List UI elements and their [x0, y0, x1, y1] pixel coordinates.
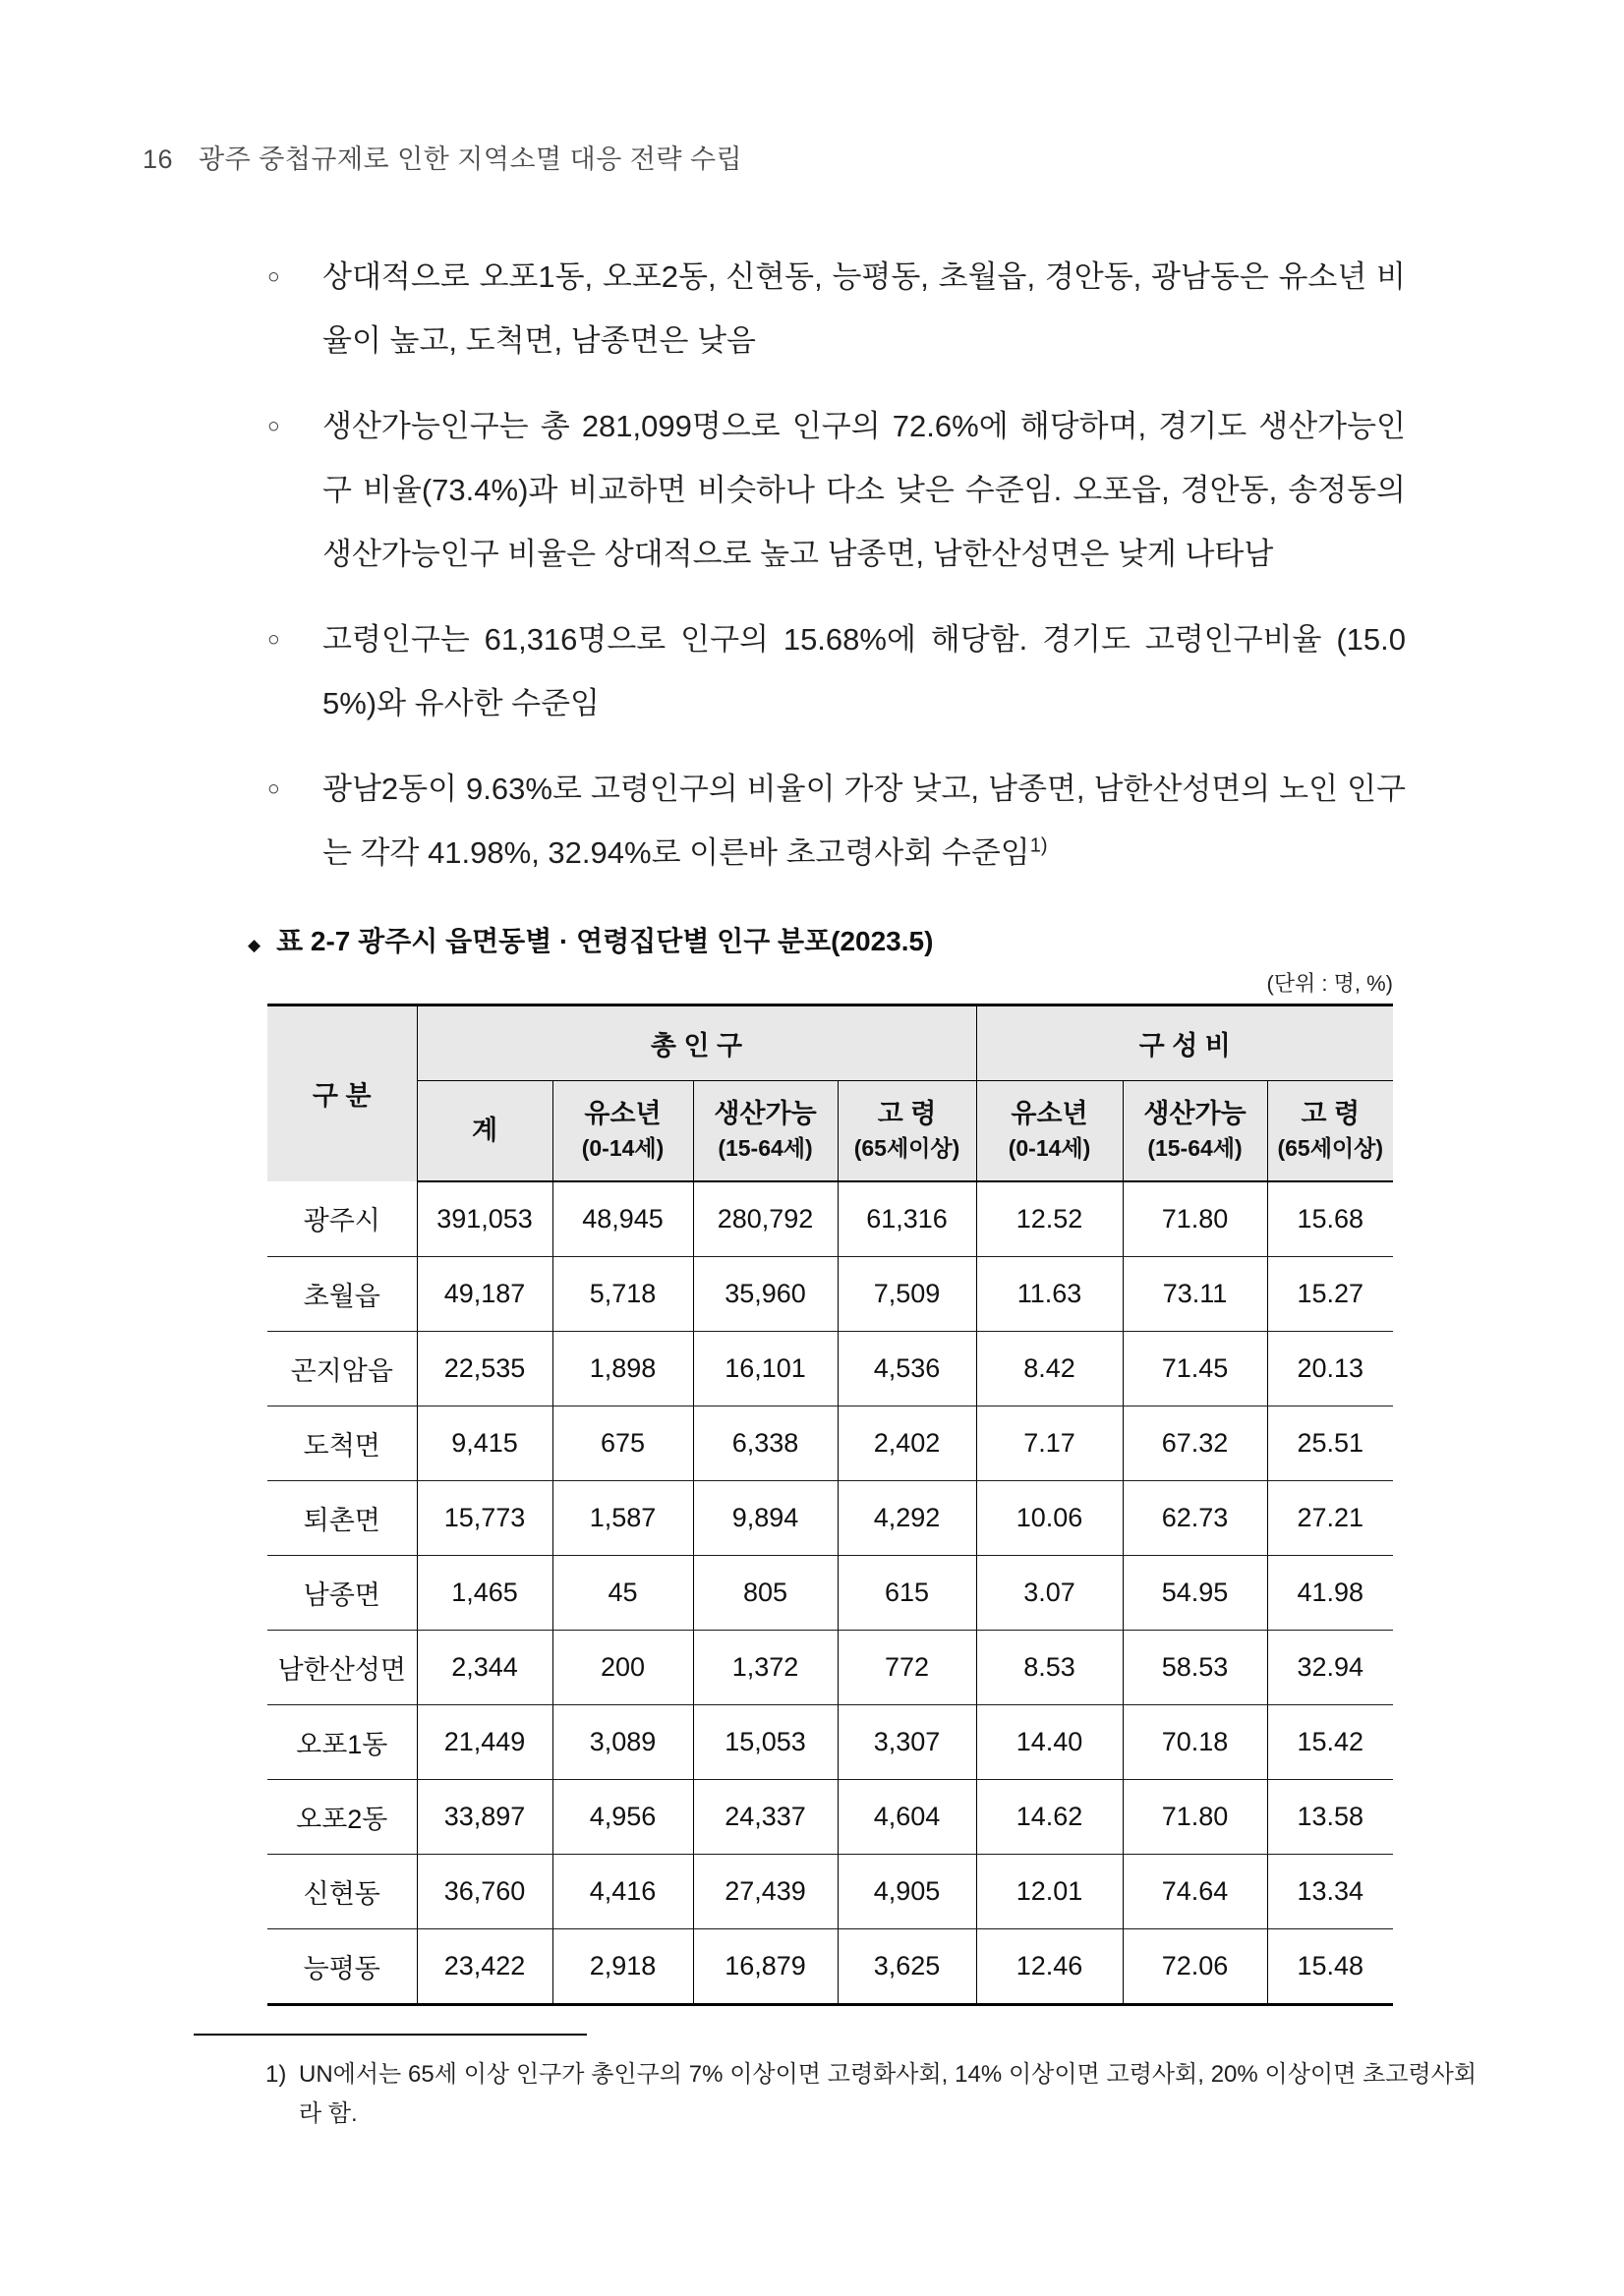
value-cell: 9,894 — [693, 1480, 838, 1555]
value-cell: 1,465 — [417, 1555, 552, 1630]
value-cell: 2,344 — [417, 1630, 552, 1704]
value-cell: 3,307 — [838, 1704, 976, 1779]
bullet-text: 생산가능인구는 총 281,099명으로 인구의 72.6%에 해당하며, 경기도 생산가능인구 비율(73.4%)과 비교하면 비슷하나 다소 낮은 수준임. 오포읍, 경안동, 송정동의 생산가능인구 비율은 상대적으로 높고 남종면, 남한산성면은 낮게 나타남 — [322, 409, 1406, 571]
bullet-item — [267, 245, 1406, 373]
value-cell: 20.13 — [1267, 1331, 1393, 1406]
value-cell: 8.53 — [976, 1630, 1123, 1704]
value-cell: 805 — [693, 1555, 838, 1630]
table-row — [267, 1181, 1393, 1257]
running-head — [143, 138, 1624, 176]
value-cell: 73.11 — [1123, 1256, 1267, 1331]
value-cell: 27.21 — [1267, 1480, 1393, 1555]
value-cell: 391,053 — [417, 1181, 552, 1257]
value-cell: 67.32 — [1123, 1406, 1267, 1480]
value-cell: 4,956 — [552, 1779, 693, 1854]
table-row — [267, 1854, 1393, 1928]
bullet-text: 고령인구는 61,316명으로 인구의 15.68%에 해당함. 경기도 고령인구비율 (15.05%)와 유사한 수준임 — [322, 622, 1406, 720]
value-cell: 49,187 — [417, 1256, 552, 1331]
page-number: 16 — [143, 144, 174, 174]
value-cell: 15.42 — [1267, 1704, 1393, 1779]
group-header-row — [267, 1005, 1393, 1081]
col-header-line2: (0-14세) — [1008, 1134, 1091, 1161]
diamond-icon: ◆ — [248, 936, 261, 954]
table-body — [267, 1181, 1393, 2005]
table-header — [267, 1005, 1393, 1181]
value-cell: 200 — [552, 1630, 693, 1704]
value-cell: 21,449 — [417, 1704, 552, 1779]
value-cell: 25.51 — [1267, 1406, 1393, 1480]
table-row — [267, 1555, 1393, 1630]
value-cell: 70.18 — [1123, 1704, 1267, 1779]
value-cell: 71.80 — [1123, 1181, 1267, 1257]
bullet-text — [322, 757, 1406, 885]
col-header-line1: 생산가능 — [1143, 1099, 1247, 1129]
footnote — [265, 2055, 1477, 2134]
district-cell: 능평동 — [303, 1953, 380, 1983]
col-header-youth-ratio — [976, 1081, 1123, 1181]
district-cell: 도척면 — [267, 1406, 417, 1480]
value-cell: 58.53 — [1123, 1630, 1267, 1704]
value-cell: 280,792 — [693, 1181, 838, 1257]
bullet-circle-icon: ○ — [267, 777, 280, 800]
district-cell: 곤지암읍 — [267, 1331, 417, 1406]
value-cell: 4,416 — [552, 1854, 693, 1928]
value-cell: 11.63 — [976, 1256, 1123, 1331]
value-cell: 27,439 — [693, 1854, 838, 1928]
col-header-line1: 고 령 — [877, 1099, 937, 1129]
value-cell: 3,625 — [838, 1928, 976, 2004]
table-row — [267, 1480, 1393, 1555]
bullet-item — [267, 607, 1406, 735]
footnote-reference: 1) — [1029, 834, 1048, 857]
col-header-working — [693, 1081, 838, 1181]
col-header-line2: (65세이상) — [1277, 1134, 1384, 1161]
bullet-list — [267, 245, 1406, 885]
value-cell: 71.80 — [1123, 1779, 1267, 1854]
value-cell: 33,897 — [417, 1779, 552, 1854]
value-cell: 8.42 — [976, 1331, 1123, 1406]
district-cell: 퇴촌면 — [267, 1480, 417, 1555]
value-cell: 12.46 — [976, 1928, 1123, 2004]
district-cell: 초월읍 — [267, 1256, 417, 1331]
bullet-text: 상대적으로 오포1동, 오포2동, 신현동, 능평동, 초월읍, 경안동, 광남동은 유소년 비율이 높고, 도척면, 남종면은 낮음 — [322, 259, 1406, 358]
value-cell: 61,316 — [838, 1181, 976, 1257]
value-cell: 6,338 — [693, 1406, 838, 1480]
value-cell: 15.48 — [1267, 1928, 1393, 2004]
table-row — [267, 1331, 1393, 1406]
district-cell: 신현동 — [267, 1854, 417, 1928]
value-cell: 14.40 — [976, 1704, 1123, 1779]
value-cell: 16,879 — [693, 1928, 838, 2004]
value-cell: 23,422 — [417, 1928, 552, 2004]
bullet-circle-icon: ○ — [267, 415, 280, 437]
value-cell: 5,718 — [552, 1256, 693, 1331]
value-cell: 675 — [552, 1406, 693, 1480]
district-cell: 남한산성면 — [267, 1630, 417, 1704]
value-cell: 9,415 — [417, 1406, 552, 1480]
value-cell: 4,292 — [838, 1480, 976, 1555]
district-cell: 남종면 — [267, 1555, 417, 1630]
sub-header-row — [267, 1081, 1393, 1181]
bullet-item — [267, 757, 1406, 885]
value-cell: 7,509 — [838, 1256, 976, 1331]
group-header-total-population: 총 인 구 — [417, 1005, 976, 1081]
value-cell: 35,960 — [693, 1256, 838, 1331]
table-row — [267, 1406, 1393, 1480]
bullet-circle-icon: ○ — [267, 628, 280, 651]
value-cell: 1,372 — [693, 1630, 838, 1704]
value-cell: 45 — [552, 1555, 693, 1630]
value-cell: 62.73 — [1123, 1480, 1267, 1555]
value-cell: 1,587 — [552, 1480, 693, 1555]
footnote-marker: 1) — [265, 2060, 287, 2088]
value-cell: 16,101 — [693, 1331, 838, 1406]
district-cell: 오포2동 — [267, 1779, 417, 1854]
unit-note: (단위 : 명, %) — [1266, 971, 1393, 996]
value-cell: 22,535 — [417, 1331, 552, 1406]
value-cell: 13.58 — [1267, 1779, 1393, 1854]
value-cell: 2,918 — [552, 1928, 693, 2004]
col-header-elderly — [838, 1081, 976, 1181]
table-caption — [248, 920, 1624, 959]
col-header-elderly-ratio — [1267, 1081, 1393, 1181]
table-row — [267, 1928, 1393, 2004]
bullet-item — [267, 394, 1406, 586]
col-header-line2: (15-64세) — [718, 1134, 813, 1161]
value-cell: 15,773 — [417, 1480, 552, 1555]
value-cell: 772 — [838, 1630, 976, 1704]
value-cell: 7.17 — [976, 1406, 1123, 1480]
col-header-line1: 고 령 — [1301, 1099, 1361, 1129]
col-header-line2: (0-14세) — [581, 1134, 665, 1161]
col-header-line1: 유소년 — [1011, 1099, 1088, 1129]
value-cell: 14.62 — [976, 1779, 1123, 1854]
value-cell: 32.94 — [1267, 1630, 1393, 1704]
value-cell: 24,337 — [693, 1779, 838, 1854]
value-cell: 36,760 — [417, 1854, 552, 1928]
col-header-line1: 유소년 — [584, 1099, 662, 1129]
footnote-rule — [194, 2034, 587, 2036]
value-cell: 15.68 — [1267, 1181, 1393, 1257]
value-cell: 74.64 — [1123, 1854, 1267, 1928]
value-cell: 71.45 — [1123, 1331, 1267, 1406]
value-cell: 4,604 — [838, 1779, 976, 1854]
value-cell: 48,945 — [552, 1181, 693, 1257]
value-cell: 4,905 — [838, 1854, 976, 1928]
value-cell: 72.06 — [1123, 1928, 1267, 2004]
group-header-composition: 구 성 비 — [976, 1005, 1393, 1081]
bullet-circle-icon: ○ — [267, 265, 280, 288]
value-cell: 13.34 — [1267, 1854, 1393, 1928]
value-cell: 3.07 — [976, 1555, 1123, 1630]
table-row — [267, 1256, 1393, 1331]
value-cell: 615 — [838, 1555, 976, 1630]
col-header-line2: (65세이상) — [853, 1134, 960, 1161]
col-header-line1: 생산가능 — [714, 1099, 817, 1129]
table-row — [267, 1704, 1393, 1779]
table-row — [267, 1779, 1393, 1854]
value-cell: 2,402 — [838, 1406, 976, 1480]
value-cell: 4,536 — [838, 1331, 976, 1406]
table-caption-text: 표 2-7 광주시 읍면동별 · 연령집단별 인구 분포(2023.5) — [276, 926, 934, 956]
col-header-total — [417, 1081, 552, 1181]
value-cell: 1,898 — [552, 1331, 693, 1406]
district-cell: 오포1동 — [267, 1704, 417, 1779]
col-header-youth — [552, 1081, 693, 1181]
value-cell: 3,089 — [552, 1704, 693, 1779]
population-table — [267, 1004, 1393, 2006]
value-cell: 12.52 — [976, 1181, 1123, 1257]
running-head-title: 광주 중첩규제로 인한 지역소멸 대응 전략 수립 — [199, 144, 743, 174]
col-header-line1: 계 — [471, 1116, 498, 1146]
col-header-working-ratio — [1123, 1081, 1267, 1181]
value-cell: 15,053 — [693, 1704, 838, 1779]
value-cell: 15.27 — [1267, 1256, 1393, 1331]
bullet-text-body: 광남2동이 9.63%로 고령인구의 비율이 가장 낮고, 남종면, 남한산성면의 노인 인구는 각각 41.98%, 32.94%로 이른바 초고령사회 수준임 — [322, 772, 1406, 870]
value-cell: 41.98 — [1267, 1555, 1393, 1630]
district-cell: 광주시 — [267, 1181, 417, 1257]
value-cell: 12.01 — [976, 1854, 1123, 1928]
corner-header-cell: 구 분 — [267, 1005, 417, 1181]
table-row — [267, 1630, 1393, 1704]
value-cell: 10.06 — [976, 1480, 1123, 1555]
footnote-text: UN에서는 65세 이상 인구가 총인구의 7% 이상이면 고령화사회, 14% 이상이면 고령사회, 20% 이상이면 초고령사회라 함. — [299, 2060, 1477, 2127]
value-cell: 54.95 — [1123, 1555, 1267, 1630]
col-header-line2: (15-64세) — [1147, 1134, 1243, 1161]
